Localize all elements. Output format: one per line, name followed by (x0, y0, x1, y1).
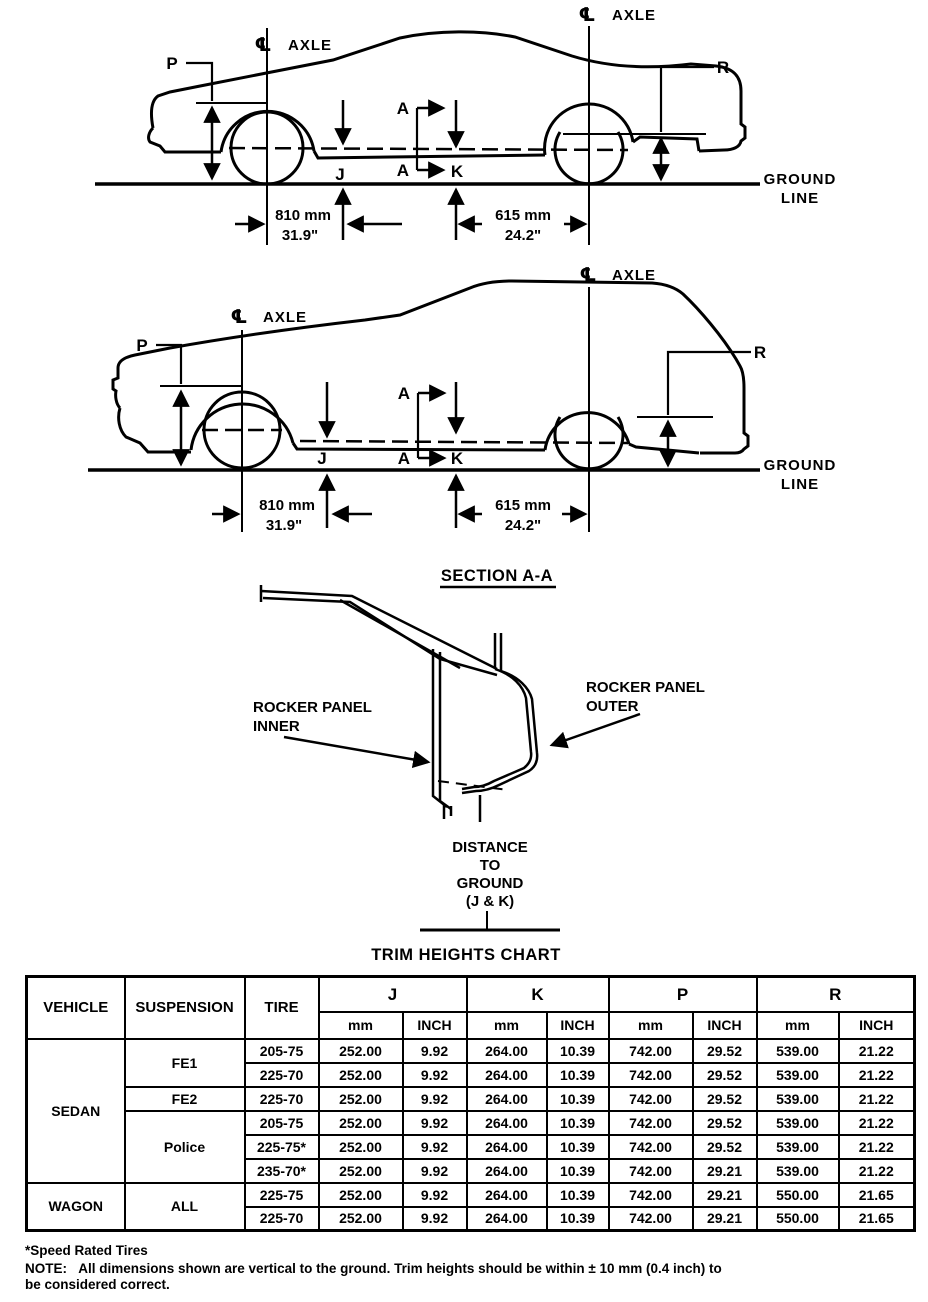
k-inch-cell: 10.39 (547, 1135, 609, 1159)
k-inch-cell: 10.39 (547, 1039, 609, 1063)
rocker-inner-line-2 (440, 652, 451, 809)
sedan-dim-rear-in: 24.2" (504, 227, 542, 244)
rocker-outer-label-2: OUTER (586, 698, 639, 715)
r-mm-cell: 539.00 (757, 1039, 839, 1063)
distance-label-1: DISTANCE (452, 839, 528, 856)
p-mm-cell: 742.00 (609, 1159, 693, 1183)
wagon-datum-dashed-line (300, 441, 628, 443)
r-inch-cell: 21.22 (839, 1135, 915, 1159)
sedan-k-label: K (450, 162, 464, 181)
r-inch-cell: 21.65 (839, 1183, 915, 1207)
sedan-j-label: J (335, 165, 345, 184)
r-mm-cell: 550.00 (757, 1207, 839, 1231)
j-mm-cell: 252.00 (319, 1063, 403, 1087)
j-mm-cell: 252.00 (319, 1207, 403, 1231)
k-mm-cell: 264.00 (467, 1183, 547, 1207)
footnotes (25, 1243, 895, 1293)
tire-cell: 205-75 (245, 1039, 319, 1063)
sedan-ground-label-2: LINE (780, 190, 820, 207)
vehicle-wagon-cell: WAGON (27, 1183, 125, 1231)
p-inch-cell: 29.52 (693, 1087, 757, 1111)
p-inch-cell: 29.21 (693, 1159, 757, 1183)
distance-label-4: (J & K) (465, 893, 515, 910)
wagon-diagram (88, 281, 760, 532)
k-inch-cell: 10.39 (547, 1087, 609, 1111)
tire-cell: 225-75 (245, 1183, 319, 1207)
sedan-p-label: P (166, 54, 178, 73)
j-inch-cell: 9.92 (403, 1183, 467, 1207)
p-inch-cell: 29.52 (693, 1063, 757, 1087)
sedan-dim-front-mm: 810 mm (275, 207, 331, 224)
tire-cell: 235-70* (245, 1159, 319, 1183)
rocker-inner-label-1: ROCKER PANEL (253, 699, 372, 716)
table-row (27, 1039, 915, 1063)
p-mm-cell: 742.00 (609, 1087, 693, 1111)
col-header-p: P (609, 977, 757, 1012)
sedan-rocker-line (314, 151, 545, 158)
k-mm-cell: 264.00 (467, 1135, 547, 1159)
trim-heights-chart-title: TRIM HEIGHTS CHART (371, 946, 561, 964)
sedan-front-fascia (149, 128, 221, 152)
vehicle-sedan-cell: SEDAN (27, 1039, 125, 1183)
r-inch-cell: 21.22 (839, 1039, 915, 1063)
r-inch-cell: 21.65 (839, 1207, 915, 1231)
p-inch-cell: 29.21 (693, 1207, 757, 1231)
speed-rated-footnote: *Speed Rated Tires (25, 1243, 148, 1258)
wagon-ground-label-2: LINE (780, 476, 820, 493)
tire-cell: 225-70 (245, 1207, 319, 1231)
suspension-fe2-cell: FE2 (125, 1087, 245, 1111)
wagon-front-centerline-symbol: ℄ (230, 306, 248, 328)
table-row (27, 1111, 915, 1135)
subheader-p-mm: mm (609, 1012, 693, 1039)
subheader-r-mm: mm (757, 1012, 839, 1039)
wagon-dim-rear-mm: 615 mm (495, 497, 551, 514)
k-mm-cell: 264.00 (467, 1039, 547, 1063)
j-inch-cell: 9.92 (403, 1159, 467, 1183)
tire-cell: 225-75* (245, 1135, 319, 1159)
sedan-r-leader (661, 67, 714, 132)
p-mm-cell: 742.00 (609, 1183, 693, 1207)
r-mm-cell: 539.00 (757, 1159, 839, 1183)
wagon-dim-front-mm: 810 mm (259, 497, 315, 514)
rocker-inner-label-2: INNER (253, 718, 300, 735)
p-mm-cell: 742.00 (609, 1111, 693, 1135)
j-inch-cell: 9.92 (403, 1039, 467, 1063)
subheader-k-inch: INCH (547, 1012, 609, 1039)
sedan-r-label: R (716, 58, 730, 77)
wagon-dim-rear-in: 24.2" (504, 517, 542, 534)
j-inch-cell: 9.92 (403, 1063, 467, 1087)
sedan-rear-centerline-symbol: ℄ (578, 4, 596, 26)
wagon-front-axle-label: AXLE (263, 309, 308, 326)
tire-cell: 225-70 (245, 1087, 319, 1111)
floorpan-line-3 (340, 600, 460, 668)
k-inch-cell: 10.39 (547, 1159, 609, 1183)
wagon-r-label: R (753, 343, 767, 362)
col-header-r: R (757, 977, 915, 1012)
j-mm-cell: 252.00 (319, 1183, 403, 1207)
sedan-datum-dashed-line (229, 148, 628, 150)
sedan-ground-label-1: GROUND (763, 171, 837, 188)
r-inch-cell: 21.22 (839, 1159, 915, 1183)
sedan-a-bottom-label: A (396, 161, 409, 180)
subheader-j-inch: INCH (403, 1012, 467, 1039)
k-mm-cell: 264.00 (467, 1087, 547, 1111)
rocker-outer-arrow (552, 714, 640, 745)
k-inch-cell: 10.39 (547, 1111, 609, 1135)
j-mm-cell: 252.00 (319, 1159, 403, 1183)
sedan-a-top-label: A (396, 99, 409, 118)
sedan-dim-front-in: 31.9" (281, 227, 319, 244)
p-mm-cell: 742.00 (609, 1207, 693, 1231)
col-header-vehicle: VEHICLE (27, 977, 125, 1039)
j-mm-cell: 252.00 (319, 1111, 403, 1135)
wagon-body-outline (113, 281, 748, 453)
k-mm-cell: 264.00 (467, 1111, 547, 1135)
note-line-1 (25, 1261, 895, 1277)
sedan-dim-rear-mm: 615 mm (495, 207, 551, 224)
p-inch-cell: 29.52 (693, 1111, 757, 1135)
k-mm-cell: 264.00 (467, 1207, 547, 1231)
wagon-rear-centerline-symbol: ℄ (579, 264, 597, 286)
sedan-rear-axle-label: AXLE (612, 7, 657, 24)
rocker-outer-surface (462, 671, 537, 793)
tire-cell: 225-70 (245, 1063, 319, 1087)
k-inch-cell: 10.39 (547, 1183, 609, 1207)
r-inch-cell: 21.22 (839, 1087, 915, 1111)
k-inch-cell: 10.39 (547, 1207, 609, 1231)
subheader-j-mm: mm (319, 1012, 403, 1039)
j-inch-cell: 9.92 (403, 1207, 467, 1231)
j-mm-cell: 252.00 (319, 1039, 403, 1063)
p-inch-cell: 29.52 (693, 1135, 757, 1159)
r-inch-cell: 21.22 (839, 1063, 915, 1087)
note-text-1: All dimensions shown are vertical to the ground. Trim heights should be within ± 10 mm (0.4 inch) to (78, 1261, 722, 1276)
sedan-front-axle-label: AXLE (288, 37, 333, 54)
wagon-rear-axle-label: AXLE (612, 267, 657, 284)
subheader-k-mm: mm (467, 1012, 547, 1039)
col-header-k: K (467, 977, 609, 1012)
table-row (27, 1183, 915, 1207)
col-header-j: J (319, 977, 467, 1012)
p-mm-cell: 742.00 (609, 1063, 693, 1087)
p-mm-cell: 742.00 (609, 1135, 693, 1159)
j-inch-cell: 9.92 (403, 1087, 467, 1111)
col-header-suspension: SUSPENSION (125, 977, 245, 1039)
p-inch-cell: 29.52 (693, 1039, 757, 1063)
floorpan-line-1 (261, 591, 497, 669)
distance-label-3: GROUND (456, 875, 524, 892)
k-inch-cell: 10.39 (547, 1063, 609, 1087)
r-mm-cell: 539.00 (757, 1135, 839, 1159)
j-inch-cell: 9.92 (403, 1135, 467, 1159)
section-aa-diagram (253, 567, 705, 930)
trim-heights-table (25, 975, 916, 1232)
note-label: NOTE: (25, 1261, 67, 1276)
r-mm-cell: 550.00 (757, 1183, 839, 1207)
wagon-a-top-label: A (397, 384, 410, 403)
sedan-p-leader (186, 63, 212, 101)
p-mm-cell: 742.00 (609, 1039, 693, 1063)
rocker-outer-inner-surface (462, 669, 531, 789)
r-mm-cell: 539.00 (757, 1087, 839, 1111)
table-row (27, 1087, 915, 1111)
j-inch-cell: 9.92 (403, 1111, 467, 1135)
wagon-k-label: K (450, 449, 464, 468)
suspension-police-cell: Police (125, 1111, 245, 1183)
wagon-rear-underbody (629, 444, 699, 453)
wagon-ground-label-1: GROUND (763, 457, 837, 474)
j-mm-cell: 252.00 (319, 1135, 403, 1159)
note-line-2: be considered correct. (25, 1277, 170, 1292)
subheader-p-inch: INCH (693, 1012, 757, 1039)
r-mm-cell: 539.00 (757, 1111, 839, 1135)
wagon-a-bottom-label: A (397, 449, 410, 468)
suspension-all-cell: ALL (125, 1183, 245, 1231)
wagon-p-label: P (136, 336, 148, 355)
sedan-rear-underbody (633, 137, 699, 151)
wagon-dim-front-in: 31.9" (265, 517, 303, 534)
p-inch-cell: 29.21 (693, 1183, 757, 1207)
sedan-front-centerline-symbol: ℄ (254, 34, 272, 56)
subheader-r-inch: INCH (839, 1012, 915, 1039)
tire-cell: 205-75 (245, 1111, 319, 1135)
r-mm-cell: 539.00 (757, 1063, 839, 1087)
wagon-j-label: J (317, 449, 327, 468)
k-mm-cell: 264.00 (467, 1063, 547, 1087)
section-title: SECTION A-A (440, 567, 554, 585)
rocker-inner-arrow (284, 737, 428, 762)
r-inch-cell: 21.22 (839, 1111, 915, 1135)
k-mm-cell: 264.00 (467, 1159, 547, 1183)
distance-label-2: TO (479, 857, 501, 874)
sedan-diagram (95, 26, 760, 245)
suspension-fe1-cell: FE1 (125, 1039, 245, 1087)
col-header-tire: TIRE (245, 977, 319, 1039)
rocker-outer-label-1: ROCKER PANEL (586, 679, 705, 696)
j-mm-cell: 252.00 (319, 1087, 403, 1111)
